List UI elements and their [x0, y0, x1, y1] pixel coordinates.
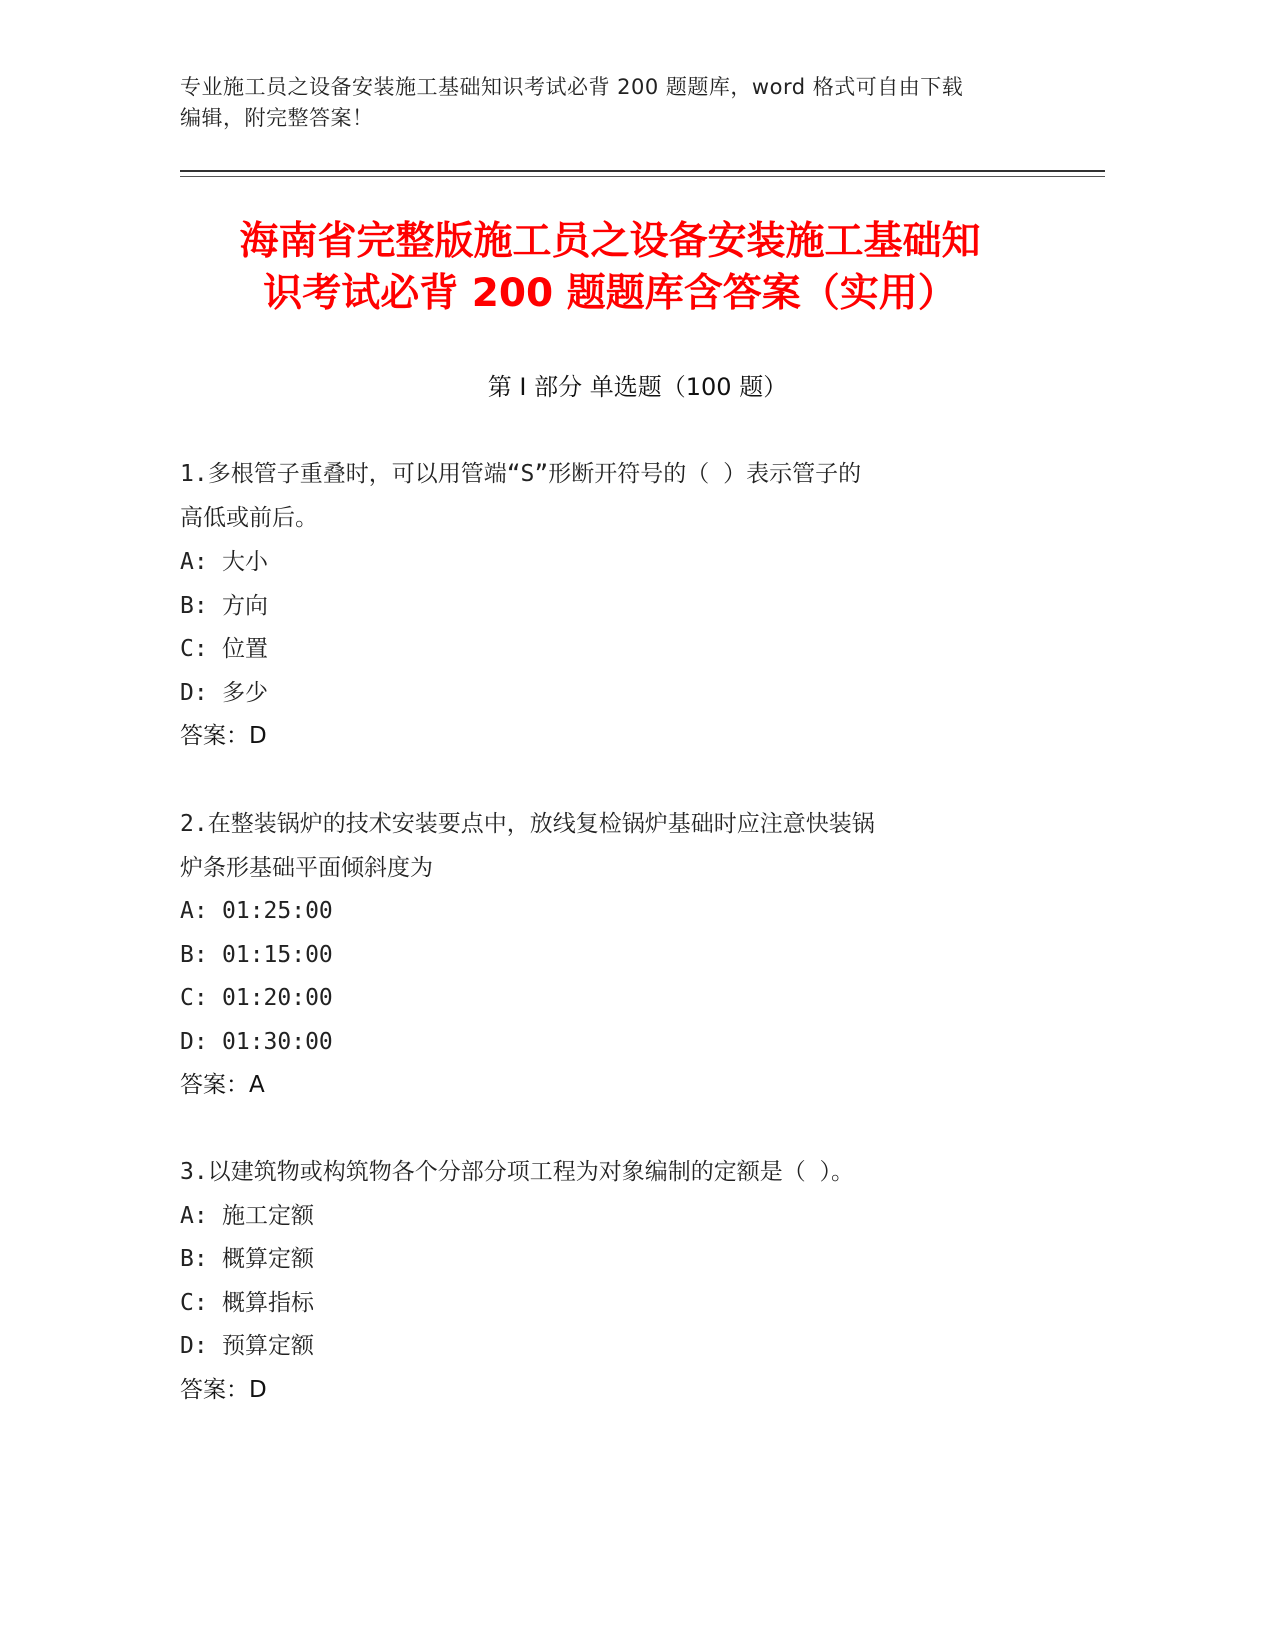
- option-key: C:: [180, 636, 208, 662]
- option-text: 施工定额: [222, 1203, 314, 1229]
- option-key: B:: [180, 593, 208, 619]
- option-key: D:: [180, 680, 208, 706]
- section-title: 第 I 部分 单选题（100 题）: [487, 373, 788, 401]
- document-title: [160, 216, 1060, 320]
- question-2-option-b: [180, 933, 1040, 977]
- option-text: 概算指标: [222, 1290, 314, 1316]
- option-text: 预算定额: [222, 1333, 314, 1359]
- option-key: B:: [180, 942, 208, 968]
- document-title-line-1: 海南省完整版施工员之设备安装施工基础知: [239, 219, 981, 264]
- option-text: 01:15:00: [222, 942, 333, 968]
- question-2-line-1: 2.在整装锅炉的技术安装要点中，放线复检锅炉基础时应注意快装锅: [180, 811, 875, 837]
- header-divider-thick: [180, 170, 1105, 172]
- option-text: 01:25:00: [222, 898, 333, 924]
- question-2-option-c: [180, 976, 1040, 1020]
- option-text: 01:20:00: [222, 985, 333, 1011]
- question-2-option-a: [180, 889, 1040, 933]
- option-key: D:: [180, 1333, 208, 1359]
- question-1-option-d: [180, 671, 1040, 715]
- document-title-line-2: 识考试必背 200 题题库含答案（实用）: [263, 271, 957, 316]
- header-divider-thin: [180, 176, 1105, 177]
- option-text: 01:30:00: [222, 1029, 333, 1055]
- option-text: 位置: [222, 636, 268, 662]
- option-key: A:: [180, 898, 208, 924]
- header-note: [180, 72, 1060, 134]
- option-key: B:: [180, 1246, 208, 1272]
- option-text: 大小: [222, 549, 268, 575]
- header-note-line-1: 专业施工员之设备安装施工基础知识考试必背 200 题题库，word 格式可自由下载: [180, 75, 964, 99]
- question-3-option-b: [180, 1237, 1040, 1281]
- option-text: 方向: [222, 593, 268, 619]
- question-3-text: [180, 1150, 1040, 1194]
- option-key: D:: [180, 1029, 208, 1055]
- question-2-answer: 答案：A: [180, 1072, 265, 1098]
- question-1-line-1: 1.多根管子重叠时，可以用管端“S”形断开符号的（ ）表示管子的: [180, 461, 862, 487]
- question-2-line-2: 炉条形基础平面倾斜度为: [180, 855, 433, 881]
- option-key: A:: [180, 1203, 208, 1229]
- header-note-line-2: 编辑，附完整答案！: [180, 106, 374, 130]
- question-1-text: [180, 452, 1040, 540]
- question-2-option-d: [180, 1020, 1040, 1064]
- question-1-option-c: [180, 627, 1040, 671]
- question-3-option-c: [180, 1281, 1040, 1325]
- option-text: 多少: [222, 680, 268, 706]
- question-3-option-a: [180, 1194, 1040, 1238]
- question-3-line-1: 3.以建筑物或构筑物各个分部分项工程为对象编制的定额是（ ）。: [180, 1159, 855, 1185]
- question-3-answer: 答案：D: [180, 1377, 267, 1403]
- option-text: 概算定额: [222, 1246, 314, 1272]
- question-1-answer: 答案：D: [180, 723, 267, 749]
- question-3-option-d: [180, 1324, 1040, 1368]
- question-2-text: [180, 802, 1040, 890]
- question-1-option-a: [180, 540, 1040, 584]
- question-1-line-2: 高低或前后。: [180, 505, 318, 531]
- option-key: C:: [180, 985, 208, 1011]
- option-key: C:: [180, 1290, 208, 1316]
- option-key: A:: [180, 549, 208, 575]
- question-1-option-b: [180, 584, 1040, 628]
